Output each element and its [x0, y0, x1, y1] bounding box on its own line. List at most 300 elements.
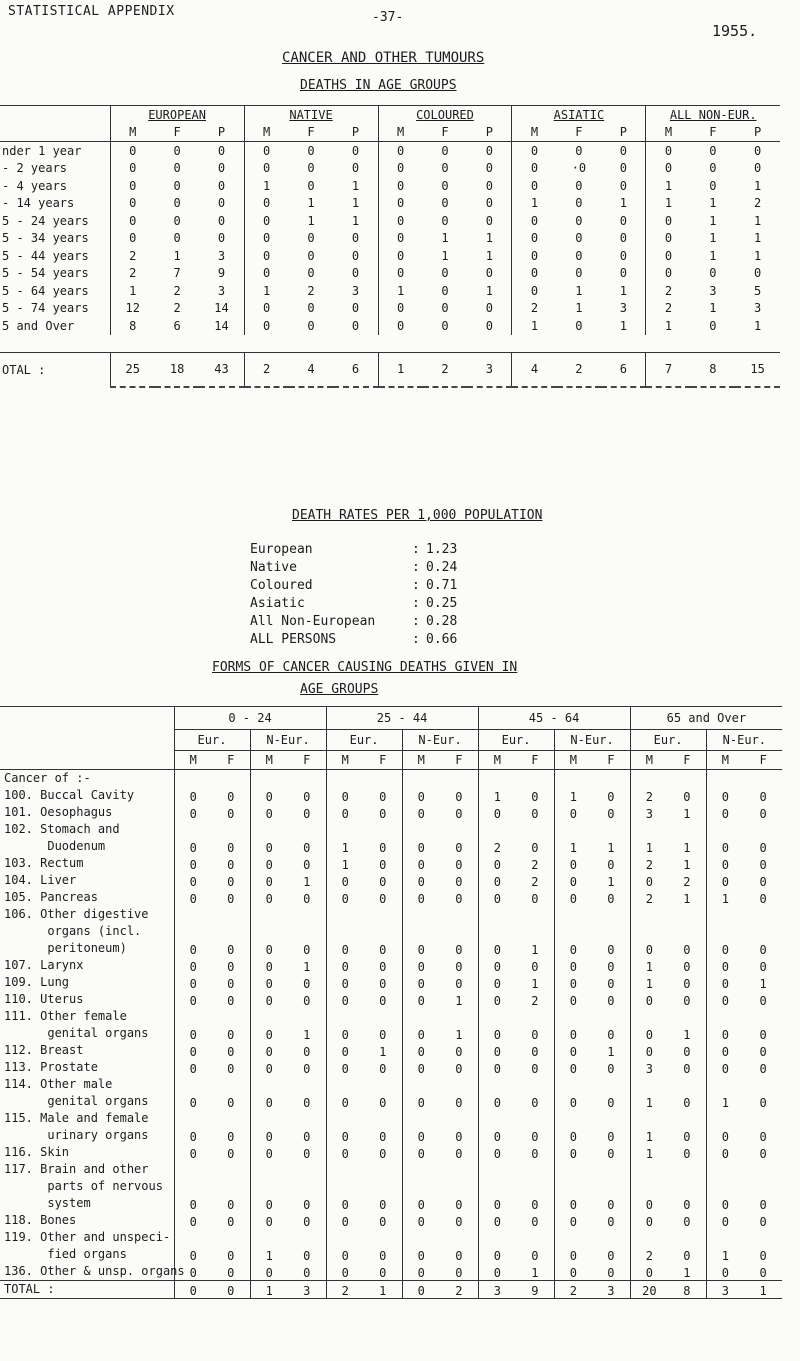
- count-cell: 0: [250, 889, 288, 906]
- rate-row: [250, 542, 500, 560]
- count-cell: 0: [683, 1130, 691, 1144]
- count-cell: 0: [759, 790, 767, 804]
- table-row: [0, 1263, 782, 1281]
- count-cell: 1: [630, 974, 668, 991]
- count-cell: 0: [706, 1110, 744, 1144]
- count-cell: 1: [478, 787, 516, 804]
- count-cell: 0: [607, 977, 615, 991]
- count-cell: 0: [174, 1059, 212, 1076]
- count-cell: 0: [250, 1144, 288, 1161]
- count-cell: 2: [683, 875, 691, 889]
- count-cell: 1: [683, 807, 691, 821]
- count-cell: 0: [173, 178, 181, 193]
- count-cell: 0: [607, 1198, 615, 1212]
- count-cell: 0: [485, 178, 493, 193]
- count-cell: 9: [516, 1281, 554, 1299]
- row-label: 117. Brain and other parts of nervous system: [4, 1162, 163, 1210]
- count-cell: 0: [607, 1249, 615, 1263]
- rate-row: [250, 632, 500, 650]
- count-cell: 0: [607, 858, 615, 872]
- count-cell: 0: [646, 212, 691, 230]
- count-cell: 0: [531, 1130, 539, 1144]
- count-cell: 0: [379, 875, 387, 889]
- count-cell: 0: [378, 177, 423, 195]
- count-cell: 0: [174, 1076, 212, 1110]
- count-cell: 0: [402, 1076, 440, 1110]
- rate-label: European: [250, 542, 313, 557]
- sex-header: F: [557, 124, 602, 142]
- count-cell: 1: [303, 1028, 311, 1042]
- count-cell: 0: [303, 1215, 311, 1229]
- count-cell: 0: [706, 1212, 744, 1229]
- count-cell: 0: [512, 212, 557, 230]
- count-cell: 0: [227, 858, 235, 872]
- sex-header: F: [691, 124, 736, 142]
- count-cell: 0: [759, 858, 767, 872]
- count-cell: 0: [759, 1045, 767, 1059]
- table-row: [0, 300, 780, 318]
- count-cell: 0: [402, 974, 440, 991]
- count-cell: 0: [173, 196, 181, 211]
- count-cell: 1: [753, 178, 762, 193]
- count-cell: 1: [455, 994, 463, 1008]
- table-row: [0, 1059, 782, 1076]
- count-cell: 3: [288, 1281, 326, 1299]
- table-row: [0, 855, 782, 872]
- count-cell: 0: [759, 1028, 767, 1042]
- count-cell: 0: [227, 1249, 235, 1263]
- count-cell: 0: [531, 1147, 539, 1161]
- count-cell: 0: [607, 1147, 615, 1161]
- count-cell: 15: [735, 353, 780, 387]
- count-cell: 0: [174, 821, 212, 855]
- count-cell: 0: [478, 1229, 516, 1263]
- race-header: Eur.: [326, 730, 402, 751]
- count-cell: 0: [217, 178, 226, 193]
- count-cell: 0: [759, 1130, 767, 1144]
- count-cell: 0: [378, 230, 423, 248]
- count-cell: 8: [668, 1281, 706, 1299]
- count-cell: 0: [531, 790, 539, 804]
- count-cell: 0: [402, 1229, 440, 1263]
- corner-cell: [0, 124, 110, 142]
- total-row: [0, 1281, 782, 1299]
- count-cell: 0: [326, 1076, 364, 1110]
- count-cell: 0: [174, 974, 212, 991]
- count-cell: 0: [683, 977, 691, 991]
- count-cell: 0: [307, 161, 315, 176]
- count-cell: 2: [110, 265, 155, 283]
- count-cell: 0: [455, 1198, 463, 1212]
- count-cell: 18: [155, 353, 200, 387]
- count-cell: 0: [303, 892, 311, 906]
- rate-value: 0.25: [426, 596, 458, 611]
- count-cell: 1: [683, 892, 691, 906]
- row-label: 5 - 24 years: [2, 213, 89, 228]
- row-label: nder 1 year: [2, 143, 82, 158]
- count-cell: 0: [174, 804, 212, 821]
- count-cell: 1: [709, 301, 717, 316]
- sex-header: P: [333, 124, 378, 142]
- count-cell: 1: [485, 248, 493, 263]
- table-row: [0, 1076, 782, 1110]
- count-cell: 0: [575, 266, 583, 281]
- table-row: [0, 872, 782, 889]
- count-cell: 0: [478, 1042, 516, 1059]
- sex-header: M: [402, 751, 440, 770]
- count-cell: 0: [619, 248, 627, 263]
- count-cell: 1: [630, 957, 668, 974]
- count-cell: 2: [326, 1281, 364, 1299]
- count-cell: 1: [303, 960, 311, 974]
- count-cell: 0: [244, 142, 289, 160]
- count-cell: 0: [455, 977, 463, 991]
- count-cell: 0: [227, 790, 235, 804]
- count-cell: 2: [554, 1281, 592, 1299]
- count-cell: 0: [455, 1215, 463, 1229]
- count-cell: 0: [683, 1096, 691, 1110]
- row-label: 5 - 44 years: [2, 248, 89, 263]
- row-label: TOTAL :: [0, 1281, 174, 1299]
- table-row: [0, 1144, 782, 1161]
- count-cell: 0: [683, 1215, 691, 1229]
- count-cell: 2: [110, 247, 155, 265]
- rate-value: 0.24: [426, 560, 458, 575]
- count-cell: 1: [378, 282, 423, 300]
- count-cell: 0: [512, 282, 557, 300]
- count-cell: 0: [174, 855, 212, 872]
- count-cell: 0: [217, 143, 226, 158]
- count-cell: 2: [531, 875, 539, 889]
- sex-header: M: [250, 751, 288, 770]
- count-cell: 1: [709, 196, 717, 211]
- count-cell: 1: [619, 196, 627, 211]
- count-cell: 0: [227, 1198, 235, 1212]
- count-cell: 0: [478, 1263, 516, 1281]
- count-cell: 0: [303, 1130, 311, 1144]
- count-cell: 1: [307, 213, 315, 228]
- corner-cell: [0, 106, 110, 124]
- count-cell: 0: [250, 974, 288, 991]
- count-cell: 0: [759, 1215, 767, 1229]
- count-cell: 0: [478, 1212, 516, 1229]
- count-cell: 1: [531, 1266, 539, 1280]
- count-cell: 0: [402, 1212, 440, 1229]
- count-cell: 1: [512, 317, 557, 335]
- count-cell: 0: [485, 213, 493, 228]
- count-cell: 0: [303, 1147, 311, 1161]
- count-cell: 0: [683, 1062, 691, 1076]
- count-cell: 1: [326, 821, 364, 855]
- row-label: 111. Other female genital organs: [4, 1009, 149, 1040]
- count-cell: 1: [709, 248, 717, 263]
- count-cell: 0: [227, 1266, 235, 1280]
- count-cell: 0: [607, 790, 615, 804]
- count-cell: 0: [378, 212, 423, 230]
- count-cell: 3: [478, 1281, 516, 1299]
- count-cell: 0: [554, 991, 592, 1008]
- count-cell: 0: [250, 1212, 288, 1229]
- count-cell: 0: [709, 161, 717, 176]
- race-header: N-Eur.: [706, 730, 782, 751]
- table-row: [0, 212, 780, 230]
- count-cell: 0: [402, 872, 440, 889]
- count-cell: 1: [351, 213, 360, 228]
- table-row: [0, 1229, 782, 1263]
- count-cell: 0: [174, 957, 212, 974]
- count-cell: 2: [531, 858, 539, 872]
- count-cell: 0: [174, 1263, 212, 1281]
- count-cell: 1: [531, 977, 539, 991]
- count-cell: 0: [307, 231, 315, 246]
- count-cell: 0: [478, 855, 516, 872]
- count-cell: 14: [214, 301, 229, 316]
- count-cell: 0: [759, 1249, 767, 1263]
- count-cell: 0: [227, 1147, 235, 1161]
- count-cell: 0: [455, 858, 463, 872]
- count-cell: 0: [402, 1161, 440, 1212]
- count-cell: 3: [753, 301, 762, 316]
- row-label: 106. Other digestive organs (incl. peritoneum): [4, 907, 149, 955]
- count-cell: 0: [554, 872, 592, 889]
- count-cell: 0: [630, 1042, 668, 1059]
- deaths-by-age-table: [0, 105, 780, 388]
- count-cell: 0: [485, 318, 493, 333]
- count-cell: 0: [326, 1144, 364, 1161]
- count-cell: 0: [250, 787, 288, 804]
- sex-header: F: [288, 751, 326, 770]
- race-header: Eur.: [174, 730, 250, 751]
- table-row: [0, 889, 782, 906]
- race-header: Eur.: [478, 730, 554, 751]
- table-row: [0, 247, 780, 265]
- row-label: 102. Stomach and Duodenum: [4, 822, 120, 853]
- count-cell: 0: [630, 991, 668, 1008]
- count-cell: 0: [478, 804, 516, 821]
- count-cell: 0: [227, 960, 235, 974]
- race-header: N-Eur.: [250, 730, 326, 751]
- count-cell: 0: [250, 991, 288, 1008]
- count-cell: 0: [351, 301, 360, 316]
- count-cell: 0: [227, 1045, 235, 1059]
- count-cell: 0: [250, 906, 288, 957]
- count-cell: 0: [402, 906, 440, 957]
- count-cell: 0: [753, 266, 762, 281]
- count-cell: 1: [759, 977, 767, 991]
- count-cell: 0: [706, 1008, 744, 1042]
- sex-header: F: [440, 751, 478, 770]
- rate-value: 0.28: [426, 614, 458, 629]
- sex-header: F: [516, 751, 554, 770]
- count-cell: 1: [683, 841, 691, 855]
- count-cell: 0: [250, 1076, 288, 1110]
- rate-value: 0.71: [426, 578, 458, 593]
- count-cell: 0: [706, 957, 744, 974]
- death-rates-list: [250, 542, 500, 650]
- count-cell: 0: [402, 787, 440, 804]
- count-cell: 0: [554, 906, 592, 957]
- row-label: - 2 years: [2, 161, 68, 176]
- sex-header: P: [735, 124, 780, 142]
- count-cell: 0: [402, 889, 440, 906]
- sex-header: F: [364, 751, 402, 770]
- count-cell: 0: [379, 1215, 387, 1229]
- count-cell: 1: [307, 196, 315, 211]
- count-cell: 1: [753, 213, 762, 228]
- count-cell: 0: [402, 1144, 440, 1161]
- count-cell: 0: [706, 1059, 744, 1076]
- count-cell: 0: [455, 1130, 463, 1144]
- row-label: - 14 years: [2, 196, 75, 211]
- count-cell: 0: [485, 161, 493, 176]
- count-cell: 0: [326, 1008, 364, 1042]
- count-cell: 0: [607, 1096, 615, 1110]
- count-cell: 2: [244, 353, 289, 387]
- count-cell: 1: [326, 855, 364, 872]
- count-cell: 0: [512, 142, 557, 160]
- count-cell: 0: [575, 248, 583, 263]
- count-cell: 0: [630, 1263, 668, 1281]
- count-cell: 0: [227, 1028, 235, 1042]
- sex-header: M: [478, 751, 516, 770]
- count-cell: 0: [478, 1008, 516, 1042]
- count-cell: 0: [307, 143, 315, 158]
- count-cell: 0: [554, 1076, 592, 1110]
- count-cell: 0: [379, 1147, 387, 1161]
- sex-header: F: [289, 124, 334, 142]
- sex-header: M: [174, 751, 212, 770]
- count-cell: 1: [554, 821, 592, 855]
- count-cell: 0: [326, 1059, 364, 1076]
- count-cell: 0: [250, 1059, 288, 1076]
- count-cell: 0: [531, 1045, 539, 1059]
- count-cell: 0: [554, 1263, 592, 1281]
- count-cell: 0: [441, 143, 449, 158]
- count-cell: 1: [379, 1045, 387, 1059]
- count-cell: 0: [217, 196, 226, 211]
- count-cell: 1: [706, 1229, 744, 1263]
- count-cell: 1: [706, 1076, 744, 1110]
- count-cell: 0: [351, 266, 360, 281]
- count-cell: 0: [455, 960, 463, 974]
- row-label: 5 - 34 years: [2, 231, 89, 246]
- race-header: N-Eur.: [402, 730, 478, 751]
- count-cell: 3: [351, 283, 360, 298]
- count-cell: 0: [244, 247, 289, 265]
- count-cell: 1: [619, 318, 627, 333]
- count-cell: 0: [531, 841, 539, 855]
- count-cell: 0: [706, 787, 744, 804]
- count-cell: 0: [759, 994, 767, 1008]
- count-cell: 2: [630, 855, 668, 872]
- count-cell: 5: [753, 283, 762, 298]
- count-cell: 0: [709, 143, 717, 158]
- table-row: [0, 1212, 782, 1229]
- count-cell: 0: [455, 1249, 463, 1263]
- row-label: 105. Pancreas: [4, 890, 98, 904]
- count-cell: 0: [441, 213, 449, 228]
- count-cell: 0: [379, 1198, 387, 1212]
- count-cell: 0: [326, 787, 364, 804]
- count-cell: 0: [303, 994, 311, 1008]
- table1-subtitle: DEATHS IN AGE GROUPS: [300, 78, 457, 93]
- row-label: 101. Oesophagus: [4, 805, 113, 819]
- rate-colon: :: [412, 614, 420, 629]
- count-cell: 0: [478, 872, 516, 889]
- rate-colon: :: [412, 578, 420, 593]
- count-cell: 1: [630, 1110, 668, 1144]
- count-cell: 1: [351, 178, 360, 193]
- count-cell: 0: [646, 265, 691, 283]
- count-cell: 0: [110, 195, 155, 213]
- count-cell: 3: [467, 353, 512, 387]
- sex-header: M: [110, 124, 155, 142]
- count-cell: 0: [174, 1281, 212, 1299]
- count-cell: 0: [619, 266, 627, 281]
- rate-colon: :: [412, 632, 420, 647]
- count-cell: 0: [478, 889, 516, 906]
- rate-label: Coloured: [250, 578, 313, 593]
- race-header: Eur.: [630, 730, 706, 751]
- count-cell: 2: [173, 301, 181, 316]
- count-cell: 0: [303, 977, 311, 991]
- count-cell: 0: [759, 1266, 767, 1280]
- count-cell: 1: [683, 858, 691, 872]
- count-cell: 2: [630, 787, 668, 804]
- count-cell: 0: [706, 1263, 744, 1281]
- count-cell: 0: [173, 213, 181, 228]
- count-cell: 1: [683, 1266, 691, 1280]
- count-cell: 0: [607, 1028, 615, 1042]
- count-cell: 0: [326, 1229, 364, 1263]
- rate-label: Native: [250, 560, 297, 575]
- count-cell: 0: [217, 231, 226, 246]
- count-cell: 0: [619, 213, 627, 228]
- count-cell: 0: [630, 1212, 668, 1229]
- count-cell: 0: [619, 143, 627, 158]
- rate-colon: :: [412, 560, 420, 575]
- section-intro: Cancer of :-: [4, 771, 91, 785]
- count-cell: 0: [244, 300, 289, 318]
- count-cell: 0: [619, 161, 627, 176]
- sex-header: M: [646, 124, 691, 142]
- row-label: 5 - 74 years: [2, 301, 89, 316]
- count-cell: 0: [441, 196, 449, 211]
- count-cell: 2: [646, 300, 691, 318]
- row-label: OTAL :: [0, 353, 110, 387]
- count-cell: 0: [531, 1096, 539, 1110]
- count-cell: 0: [531, 1215, 539, 1229]
- count-cell: 0: [512, 160, 557, 178]
- count-cell: 0: [110, 212, 155, 230]
- count-cell: 0: [303, 807, 311, 821]
- count-cell: 43: [199, 353, 244, 387]
- sex-header: M: [326, 751, 364, 770]
- count-cell: 1: [441, 248, 449, 263]
- count-cell: 12: [110, 300, 155, 318]
- count-cell: 0: [531, 1062, 539, 1076]
- count-cell: 3: [217, 248, 226, 263]
- table-row: [0, 787, 782, 804]
- count-cell: 0: [575, 213, 583, 228]
- table-row: [0, 957, 782, 974]
- sex-header: M: [378, 124, 423, 142]
- count-cell: 1: [512, 195, 557, 213]
- rate-row: [250, 560, 500, 578]
- count-cell: 8: [691, 353, 736, 387]
- race-header: N-Eur.: [554, 730, 630, 751]
- count-cell: 3: [706, 1281, 744, 1299]
